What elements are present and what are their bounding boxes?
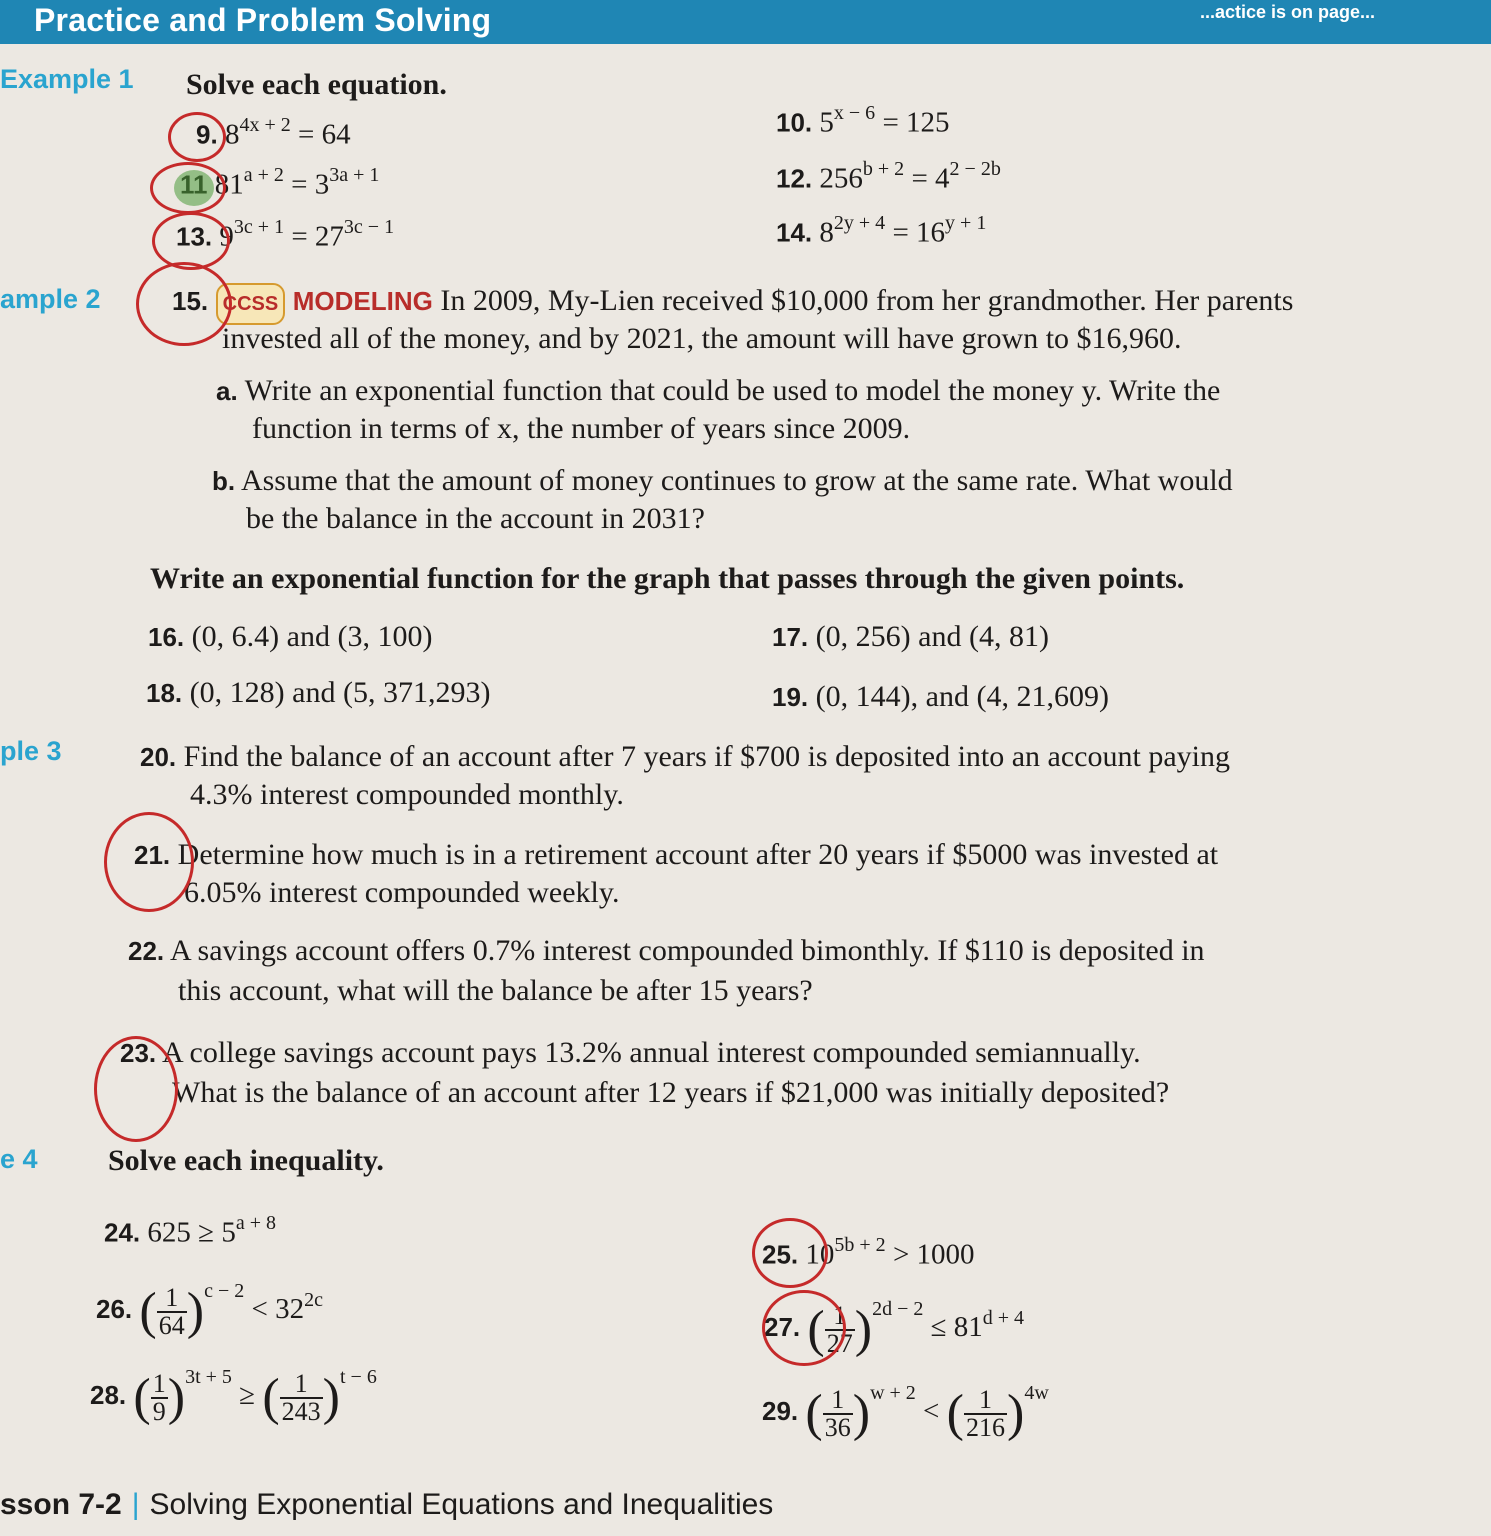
problem-12 [776, 160, 1001, 196]
problem-text: (0, 6.4) and (3, 100) [191, 620, 433, 653]
base: 8 [224, 118, 240, 151]
fraction-numerator: 1 [280, 1371, 323, 1399]
problem-18 [146, 674, 490, 712]
operator: ≥ [239, 1379, 256, 1412]
red-circle-mark [104, 812, 194, 912]
fraction-numerator: 1 [157, 1285, 187, 1313]
exponent: a + 2 [243, 164, 284, 186]
problem-26: 26. ( $\frac{1}{64}$ )$^{c - 2} < 32^{2c}$ [96, 1280, 323, 1340]
lhs: 625 ≥ 5 [147, 1216, 236, 1249]
page-footer [0, 1488, 773, 1522]
problem-16 [148, 618, 432, 656]
red-circle-mark [94, 1036, 178, 1142]
problem-number: 25. [762, 1239, 799, 1270]
problem-number: 14. [776, 217, 813, 248]
problem-number: 23. [120, 1038, 157, 1068]
problem-text: Determine how much is in a retirement account after 20 years if $5000 was invested at [177, 838, 1219, 871]
base: 5 [819, 106, 834, 139]
problem-27: 27. ( $\frac{1}{27}$ )$^{2d - 2} \le 81^{d + 4}$ [764, 1298, 1025, 1358]
exponent: 4x + 2 [239, 114, 291, 136]
exponent: c − 2 [204, 1280, 245, 1302]
problem-number: 9. [196, 119, 218, 150]
header-bar [0, 0, 1491, 44]
problem-23-line2: What is the balance of an account after 12 years if $21,000 was initially deposited? [172, 1076, 1170, 1109]
problem-number: 27. [764, 1312, 801, 1343]
problem-number: 21. [134, 840, 171, 870]
red-circle-mark [168, 112, 226, 162]
fraction-denominator: 243 [281, 1396, 321, 1426]
modeling-tag: MODELING [292, 286, 433, 316]
rhs-base: = 27 [291, 220, 344, 253]
fraction-denominator: 27 [826, 1328, 853, 1358]
rhs: > 1000 [892, 1238, 975, 1271]
part-label: a. [216, 376, 238, 406]
problem-number: 16. [148, 622, 185, 652]
green-highlight-mark [174, 170, 214, 206]
example-4-label: e 4 [0, 1144, 38, 1174]
exponent: 2y + 4 [833, 212, 886, 234]
problem-number: 12. [776, 163, 813, 194]
problem-text: (0, 256) and (4, 81) [815, 620, 1049, 653]
operator: < [923, 1395, 940, 1428]
problem-text: A college savings account pays 13.2% annual interest compounded semiannually. [162, 1036, 1141, 1069]
problem-number: 26. [96, 1294, 133, 1325]
exponent: 4w [1024, 1382, 1049, 1404]
footer-separator: | [131, 1488, 140, 1521]
problem-15a-line2: function in terms of x, the number of years since 2009. [252, 412, 911, 445]
problem-number: 22. [128, 936, 165, 966]
section-title: Practice and Problem Solving [34, 2, 492, 38]
base: 8 [819, 216, 834, 249]
rhs-exponent: 3c − 1 [343, 216, 395, 238]
corner-note: ...actice is on page... [1200, 2, 1376, 22]
ccss-badge: CCSS [216, 283, 286, 325]
problem-number: 10. [776, 107, 813, 138]
fraction-numerator: 1 [825, 1303, 855, 1331]
problem-28: 28. ( $\frac{1}{9}$ )$^{3t + 5}$ ≥ ( $\frac{1}{243}$ )$^{t - 6}$ [90, 1366, 377, 1426]
rhs-exponent: 3a + 1 [329, 164, 380, 186]
fraction-denominator: 9 [152, 1396, 166, 1426]
problem-21-line2: 6.05% interest compounded weekly. [184, 876, 620, 909]
exponent: 5b + 2 [834, 1234, 886, 1256]
rhs-base: = 16 [892, 216, 946, 249]
problem-number: 20. [140, 742, 177, 772]
problem-15-line2: invested all of the money, and by 2021, the amount will have grown to $16,960. [222, 322, 1182, 355]
exponent: 3t + 5 [185, 1366, 232, 1388]
fraction-numerator: 1 [964, 1387, 1007, 1415]
exponent: t − 6 [339, 1366, 377, 1388]
rhs-exponent: 2 − 2b [949, 158, 1001, 180]
problem-number: 19. [772, 682, 809, 712]
problem-10 [776, 104, 950, 140]
rhs: ≤ 81 [930, 1311, 983, 1344]
problem-21 [134, 836, 1218, 874]
rhs: = 125 [882, 106, 950, 139]
section-1-instruction: Solve each equation. [186, 68, 447, 101]
problem-15a [216, 372, 1220, 410]
rhs-exponent: d + 4 [982, 1306, 1025, 1329]
problem-22-line2: this account, what will the balance be after 15 years? [178, 974, 813, 1007]
problem-15b-line2: be the balance in the account in 2031? [246, 502, 705, 535]
exponent: b + 2 [862, 158, 905, 180]
rhs: < 32 [251, 1293, 305, 1326]
problem-number: 28. [90, 1380, 127, 1411]
fraction-denominator: 36 [824, 1412, 851, 1442]
base: 10 [805, 1238, 835, 1271]
problem-number: 18. [146, 678, 183, 708]
base: 256 [819, 162, 863, 195]
problem-number: 13. [176, 221, 213, 252]
problem-22 [128, 932, 1205, 970]
fraction-numerator: 1 [823, 1387, 853, 1415]
rhs-base: = 3 [291, 168, 330, 201]
problem-text: Find the balance of an account after 7 years if $700 is deposited into an account paying [183, 740, 1230, 773]
problem-text: A savings account offers 0.7% interest compounded bimonthly. If $110 is deposited in [170, 934, 1205, 967]
exponent: 2d − 2 [872, 1298, 924, 1320]
fraction-denominator: 64 [158, 1310, 185, 1340]
problem-number: 15. [172, 286, 209, 316]
problem-19 [772, 678, 1109, 716]
problem-15 [172, 282, 1372, 325]
problem-number: 17. [772, 622, 809, 652]
problem-text: (0, 144), and (4, 21,609) [815, 680, 1109, 713]
red-circle-mark [762, 1290, 846, 1366]
problem-14 [776, 214, 986, 250]
rhs-exponent: 2c [304, 1288, 323, 1311]
problem-17 [772, 618, 1049, 656]
exponent: a + 8 [235, 1212, 276, 1234]
example-2-label: ample 2 [0, 284, 101, 314]
problem-29: 29. ( $\frac{1}{36}$ )$^{w + 2}$ < ( $\frac{1}{216}$ )$^{4w}$ [762, 1382, 1049, 1442]
red-circle-mark [152, 212, 230, 270]
red-circle-mark [752, 1218, 828, 1288]
problem-text-line1: In 2009, My-Lien received $10,000 from her grandmother. Her parents [440, 284, 1294, 317]
fraction-denominator: 216 [965, 1412, 1005, 1442]
problem-23 [120, 1034, 1141, 1072]
rhs: = 64 [297, 118, 351, 151]
lesson-number: sson 7-2 [0, 1488, 122, 1521]
rhs-exponent: y + 1 [945, 212, 987, 234]
example-1-label: Example 1 [0, 64, 134, 94]
problem-20 [140, 738, 1230, 776]
part-label: b. [212, 466, 236, 496]
fraction-numerator: 1 [152, 1368, 166, 1398]
example-3-label: ple 3 [0, 736, 62, 766]
exponent: x − 6 [833, 102, 876, 124]
problem-number: 24. [104, 1217, 141, 1248]
part-text: Write an exponential function that could be used to model the money y. Write the [244, 374, 1221, 407]
base: 81 [214, 168, 244, 201]
base: 9 [219, 220, 234, 253]
exponent: w + 2 [870, 1382, 916, 1404]
problem-15b [212, 462, 1233, 500]
section-4-instruction: Solve each inequality. [108, 1144, 384, 1177]
problem-text: (0, 128) and (5, 371,293) [189, 676, 491, 709]
problem-24 [104, 1214, 276, 1250]
rhs-base: = 4 [911, 162, 950, 195]
problem-20-line2: 4.3% interest compounded monthly. [190, 778, 624, 811]
exponent: 3c + 1 [233, 216, 285, 238]
section-2-instruction: Write an exponential function for the graph that passes through the given points. [150, 562, 1185, 595]
part-text: Assume that the amount of money continues to grow at the same rate. What would [240, 464, 1233, 497]
lesson-title: Solving Exponential Equations and Inequalities [149, 1488, 774, 1521]
problem-number: 29. [762, 1396, 799, 1427]
red-circle-mark [136, 262, 232, 346]
